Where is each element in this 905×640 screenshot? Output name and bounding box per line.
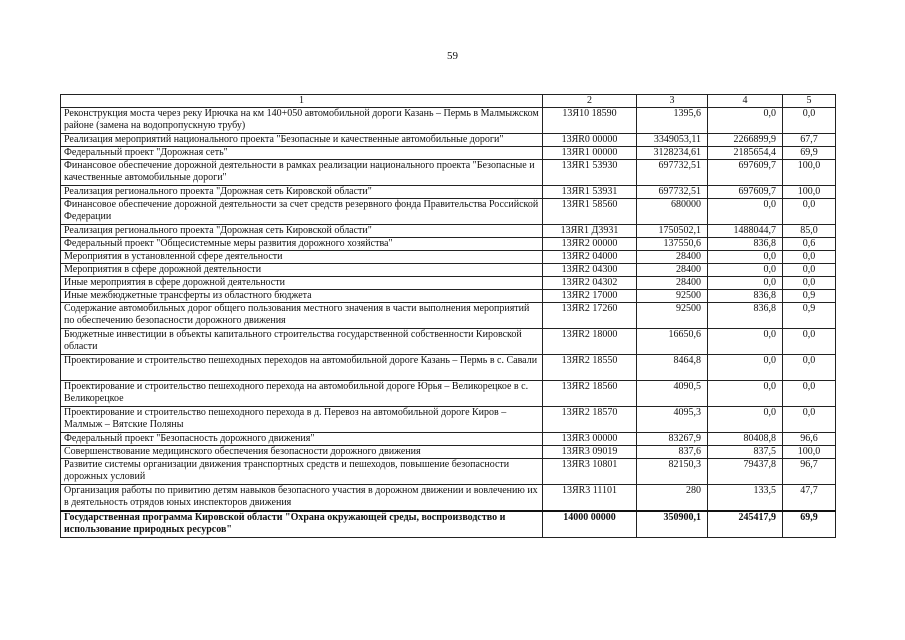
row-name-cell: Иные межбюджетные трансферты из областного бюджета <box>61 290 543 303</box>
table-row <box>61 485 836 512</box>
row-percent-cell: 0,0 <box>783 355 836 381</box>
row-percent-cell: 0,9 <box>783 303 836 329</box>
column-header-2: 2 <box>543 95 637 108</box>
table-row <box>61 225 836 238</box>
row-code-cell: 13ЯR2 18570 <box>543 407 637 433</box>
row-name-cell: Организация работы по привитию детям навыков безопасного участия в дорожном движении и вовлечению их в деятельность отрядов юных инспекторов движения <box>61 485 543 512</box>
row-percent-cell: 100,0 <box>783 160 836 186</box>
row-actual-cell: 0,0 <box>708 251 783 264</box>
table-row <box>61 433 836 446</box>
row-actual-cell: 837,5 <box>708 446 783 459</box>
row-code-cell: 13ЯR3 00000 <box>543 433 637 446</box>
row-percent-cell: 0,0 <box>783 251 836 264</box>
row-actual-cell: 0,0 <box>708 199 783 225</box>
table-row <box>61 147 836 160</box>
row-percent-cell: 69,9 <box>783 147 836 160</box>
row-name-cell: Финансовое обеспечение дорожной деятельности за счет средств резервного фонда Правительства Российской Федерации <box>61 199 543 225</box>
row-plan-cell: 83267,9 <box>637 433 708 446</box>
column-header-4: 4 <box>708 95 783 108</box>
budget-table <box>60 94 836 538</box>
row-plan-cell: 92500 <box>637 303 708 329</box>
row-plan-cell: 28400 <box>637 251 708 264</box>
row-name-cell: Проектирование и строительство пешеходных переходов на автомобильной дороге Казань – Пермь в с. Савали <box>61 355 543 381</box>
row-plan-cell: 16650,6 <box>637 329 708 355</box>
row-actual-cell: 836,8 <box>708 303 783 329</box>
row-plan-cell: 3128234,61 <box>637 147 708 160</box>
row-actual-cell: 0,0 <box>708 355 783 381</box>
row-plan-cell: 82150,3 <box>637 459 708 485</box>
row-name-cell: Реализация регионального проекта "Дорожная сеть Кировской области" <box>61 186 543 199</box>
row-percent-cell: 0,0 <box>783 329 836 355</box>
row-plan-cell: 680000 <box>637 199 708 225</box>
row-actual-cell: 2185654,4 <box>708 147 783 160</box>
table-body <box>61 108 836 538</box>
row-plan-cell: 697732,51 <box>637 160 708 186</box>
table-row <box>61 277 836 290</box>
row-name-cell: Иные мероприятия в сфере дорожной деятельности <box>61 277 543 290</box>
row-name-cell: Федеральный проект "Общесистемные меры развития дорожного хозяйства" <box>61 238 543 251</box>
row-code-cell: 13ЯR2 17260 <box>543 303 637 329</box>
row-name-cell: Бюджетные инвестиции в объекты капитального строительства государственной собственности Кировской области <box>61 329 543 355</box>
row-code-cell: 13ЯR2 17000 <box>543 290 637 303</box>
row-plan-cell: 137550,6 <box>637 238 708 251</box>
table-row <box>61 290 836 303</box>
row-percent-cell: 0,0 <box>783 199 836 225</box>
row-plan-cell: 4090,5 <box>637 381 708 407</box>
table-row <box>61 303 836 329</box>
table-row <box>61 407 836 433</box>
row-actual-cell: 0,0 <box>708 407 783 433</box>
row-code-cell: 13ЯR3 09019 <box>543 446 637 459</box>
row-plan-cell: 28400 <box>637 277 708 290</box>
row-code-cell: 13ЯR1 00000 <box>543 147 637 160</box>
row-actual-cell: 0,0 <box>708 277 783 290</box>
row-code-cell: 13ЯR1 53931 <box>543 186 637 199</box>
table-row <box>61 459 836 485</box>
row-plan-cell: 1750502,1 <box>637 225 708 238</box>
row-code-cell: 13ЯR1 58560 <box>543 199 637 225</box>
row-percent-cell: 85,0 <box>783 225 836 238</box>
row-code-cell: 13ЯR1 Д3931 <box>543 225 637 238</box>
row-name-cell: Реконструкция моста через реку Ирючка на км 140+050 автомобильной дороги Казань – Пермь в Малмыжском районе (замена на водопропускную трубу) <box>61 108 543 134</box>
row-code-cell: 14000 00000 <box>543 511 637 538</box>
column-header-5: 5 <box>783 95 836 108</box>
row-actual-cell: 836,8 <box>708 290 783 303</box>
header-row <box>61 95 836 108</box>
row-percent-cell: 100,0 <box>783 446 836 459</box>
row-percent-cell: 0,0 <box>783 108 836 134</box>
table-row <box>61 446 836 459</box>
row-actual-cell: 0,0 <box>708 108 783 134</box>
row-name-cell: Реализация регионального проекта "Дорожная сеть Кировской области" <box>61 225 543 238</box>
row-name-cell: Реализация мероприятий национального проекта "Безопасные и качественные автомобильные дороги" <box>61 134 543 147</box>
table-row <box>61 238 836 251</box>
table-row-total <box>61 511 836 538</box>
table-row <box>61 381 836 407</box>
row-actual-cell: 1488044,7 <box>708 225 783 238</box>
row-actual-cell: 697609,7 <box>708 186 783 199</box>
row-name-cell: Содержание автомобильных дорог общего пользования местного значения в части выполнения мероприятий по обеспечению безопасности дорожного движения <box>61 303 543 329</box>
row-code-cell: 13ЯR2 18000 <box>543 329 637 355</box>
row-actual-cell: 697609,7 <box>708 160 783 186</box>
row-percent-cell: 47,7 <box>783 485 836 512</box>
row-name-cell: Финансовое обеспечение дорожной деятельности в рамках реализации национального проекта "Безопасные и качественные автомобильные дороги" <box>61 160 543 186</box>
table-row <box>61 329 836 355</box>
row-actual-cell: 80408,8 <box>708 433 783 446</box>
row-name-cell: Проектирование и строительство пешеходного перехода на автомобильной дороге Юрья – Великорецкое в с. Великорецкое <box>61 381 543 407</box>
column-header-1: 1 <box>61 95 543 108</box>
row-plan-cell: 697732,51 <box>637 186 708 199</box>
row-percent-cell: 67,7 <box>783 134 836 147</box>
row-actual-cell: 133,5 <box>708 485 783 512</box>
row-actual-cell: 0,0 <box>708 264 783 277</box>
row-actual-cell: 2266899,9 <box>708 134 783 147</box>
row-plan-cell: 8464,8 <box>637 355 708 381</box>
table-row <box>61 134 836 147</box>
row-code-cell: 13Я10 18590 <box>543 108 637 134</box>
row-actual-cell: 0,0 <box>708 329 783 355</box>
row-plan-cell: 837,6 <box>637 446 708 459</box>
row-name-cell: Развитие системы организации движения транспортных средств и пешеходов, повышение безопасности дорожных условий <box>61 459 543 485</box>
row-percent-cell: 0,0 <box>783 264 836 277</box>
table-row <box>61 264 836 277</box>
column-header-3: 3 <box>637 95 708 108</box>
row-name-cell: Совершенствование медицинского обеспечения безопасности дорожного движения <box>61 446 543 459</box>
row-plan-cell: 28400 <box>637 264 708 277</box>
row-plan-cell: 280 <box>637 485 708 512</box>
row-percent-cell: 0,0 <box>783 381 836 407</box>
row-actual-cell: 245417,9 <box>708 511 783 538</box>
table-row <box>61 186 836 199</box>
row-plan-cell: 1395,6 <box>637 108 708 134</box>
row-plan-cell: 4095,3 <box>637 407 708 433</box>
row-percent-cell: 96,7 <box>783 459 836 485</box>
table-row <box>61 199 836 225</box>
row-code-cell: 13ЯR2 00000 <box>543 238 637 251</box>
row-code-cell: 13ЯR3 10801 <box>543 459 637 485</box>
row-percent-cell: 100,0 <box>783 186 836 199</box>
row-percent-cell: 0,9 <box>783 290 836 303</box>
row-percent-cell: 0,0 <box>783 407 836 433</box>
row-code-cell: 13ЯR1 53930 <box>543 160 637 186</box>
row-plan-cell: 3349053,11 <box>637 134 708 147</box>
row-name-cell: Мероприятия в установленной сфере деятельности <box>61 251 543 264</box>
table-row <box>61 251 836 264</box>
row-plan-cell: 92500 <box>637 290 708 303</box>
row-percent-cell: 69,9 <box>783 511 836 538</box>
row-code-cell: 13ЯR2 18560 <box>543 381 637 407</box>
row-code-cell: 13ЯR2 18550 <box>543 355 637 381</box>
row-actual-cell: 79437,8 <box>708 459 783 485</box>
row-plan-cell: 350900,1 <box>637 511 708 538</box>
table-row <box>61 108 836 134</box>
row-name-cell: Государственная программа Кировской области "Охрана окружающей среды, воспроизводство и использование природных ресурсов" <box>61 511 543 538</box>
page-number: 59 <box>447 50 458 62</box>
row-percent-cell: 96,6 <box>783 433 836 446</box>
row-name-cell: Проектирование и строительство пешеходного перехода в д. Перевоз на автомобильной дороге Киров – Малмыж – Вятские Поляны <box>61 407 543 433</box>
row-percent-cell: 0,6 <box>783 238 836 251</box>
row-code-cell: 13ЯR2 04000 <box>543 251 637 264</box>
row-name-cell: Федеральный проект "Дорожная сеть" <box>61 147 543 160</box>
table-row <box>61 160 836 186</box>
row-actual-cell: 836,8 <box>708 238 783 251</box>
row-actual-cell: 0,0 <box>708 381 783 407</box>
table-row <box>61 355 836 381</box>
row-code-cell: 13ЯR2 04302 <box>543 277 637 290</box>
row-name-cell: Мероприятия в сфере дорожной деятельности <box>61 264 543 277</box>
row-name-cell: Федеральный проект "Безопасность дорожного движения" <box>61 433 543 446</box>
row-percent-cell: 0,0 <box>783 277 836 290</box>
row-code-cell: 13ЯR3 11101 <box>543 485 637 512</box>
row-code-cell: 13ЯR2 04300 <box>543 264 637 277</box>
row-code-cell: 13ЯR0 00000 <box>543 134 637 147</box>
